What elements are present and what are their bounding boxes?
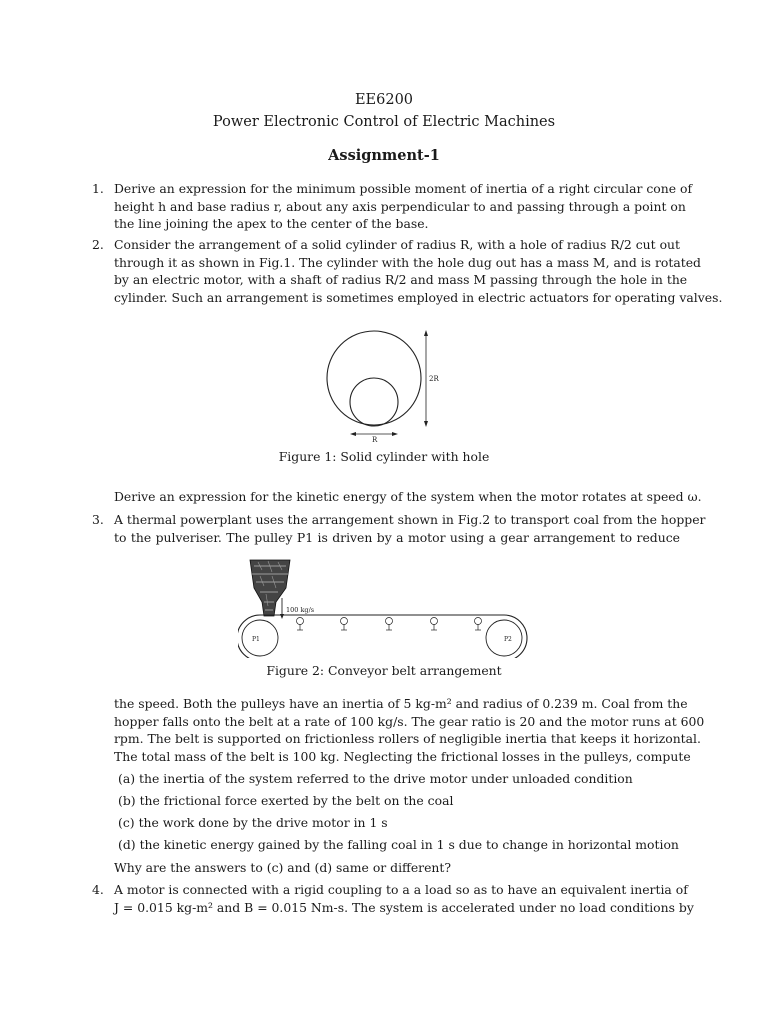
subpart-text: the frictional force exerted by the belt on the coal [139, 793, 454, 808]
figure-1-caption: Figure 1: Solid cylinder with hole [278, 449, 490, 464]
q2-line: through it as shown in Fig.1. The cylinder with the hole dug out has a mass M, and is rotated [114, 254, 701, 270]
pulley-p2-label: P2 [504, 636, 512, 643]
q2-followup [114, 488, 702, 506]
roller [297, 618, 304, 625]
q3-closing [114, 859, 680, 877]
q2-line: by an electric motor, with a shaft of radius R/2 and mass M passing through the hole in the [114, 272, 688, 287]
q4-line: A motor is connected with a rigid coupling to a a load so as to have an equivalent inertia of [114, 882, 688, 897]
q3-line: A thermal powerplant uses the arrangement shown in Fig.2 to transport coal from the hopper [114, 512, 706, 527]
q1-number: 1. [92, 181, 104, 196]
figure-2-caption: Figure 2: Conveyor belt arrangement [266, 663, 502, 678]
q2-line: cylinder. Such an arrangement is sometimes employed in electric actuators for operating valves. [114, 289, 723, 305]
q2-text [114, 236, 723, 306]
inner-hole-circle [350, 378, 398, 426]
course-code: EE6200 [354, 92, 414, 108]
q3-subpart-d [118, 836, 679, 854]
q3-line: rpm. The belt is supported on frictionless rollers of negligible inertia that keeps it horizontal. [114, 731, 701, 746]
subpart-text: the kinetic energy gained by the falling coal in 1 s due to change in horizontal motion [139, 837, 679, 852]
pulley-p1 [242, 620, 278, 656]
q1-text [114, 180, 693, 233]
dimension-r-arrow-left [350, 432, 356, 436]
q2-number: 2. [92, 237, 104, 252]
q3-line: The total mass of the belt is 100 kg. Neglecting the frictional losses in the pulleys, compute [114, 748, 691, 764]
subpart-label: (b) [118, 793, 136, 808]
q3-text-body [114, 695, 705, 765]
flow-rate-label: 100 kg/s [286, 606, 315, 614]
conveyor-belt [238, 615, 527, 658]
subpart-text: the inertia of the system referred to the drive motor under unloaded condition [139, 771, 633, 786]
label-2r: 2R [429, 375, 439, 383]
q2-line: Consider the arrangement of a solid cylinder of radius R, with a hole of radius R/2 cut out [114, 237, 680, 252]
q2-after-text: Derive an expression for the kinetic energy of the system when the motor rotates at speed ω. [114, 489, 702, 504]
q1-line: height h and base radius r, about any axis perpendicular to and passing through a point on [114, 198, 686, 214]
q3-line: to the pulveriser. The pulley P1 is driven by a motor using a gear arrangement to reduce [114, 529, 680, 545]
q3-subpart-c [118, 814, 388, 832]
q4-text [114, 881, 694, 916]
q3-line: the speed. Both the pulleys have an inertia of 5 kg-m² and radius of 0.239 m. Coal from the [114, 696, 688, 711]
q3-subpart-a [118, 770, 633, 788]
q3-line: hopper falls onto the belt at a rate of 100 kg/s. The gear ratio is 20 and the motor runs at 600 [114, 713, 705, 729]
q3-subpart-b [118, 792, 453, 810]
dimension-2r-arrow-bottom [424, 421, 428, 427]
q4-line: J = 0.015 kg-m² and B = 0.015 Nm-s. The system is accelerated under no load conditions by [114, 899, 694, 915]
q1-line: Derive an expression for the minimum possible moment of inertia of a right circular cone of [114, 181, 693, 196]
label-r: R [372, 436, 378, 444]
roller [475, 618, 482, 625]
dimension-2r-arrow-top [424, 330, 428, 336]
subpart-label: (d) [118, 837, 136, 852]
roller [431, 618, 438, 625]
roller [341, 618, 348, 625]
q3-number: 3. [92, 512, 104, 527]
figure-2-conveyor-diagram [238, 558, 530, 658]
q3-text-intro [114, 511, 706, 546]
pulley-p1-label: P1 [252, 636, 260, 643]
subpart-label: (c) [118, 815, 135, 830]
q3-closing-text: Why are the answers to (c) and (d) same or different? [114, 860, 452, 875]
dimension-r-arrow-right [392, 432, 398, 436]
figure-1-cylinder-diagram [316, 326, 446, 446]
subpart-text: the work done by the drive motor in 1 s [138, 815, 388, 830]
course-title: Power Electronic Control of Electric Machines [212, 114, 556, 130]
q4-number: 4. [92, 882, 104, 897]
belt-rollers [297, 618, 482, 631]
q1-line: the line joining the apex to the center of the base. [114, 216, 429, 231]
subpart-label: (a) [118, 771, 136, 786]
roller [386, 618, 393, 625]
coal-hopper [250, 560, 290, 616]
assignment-title: Assignment-1 [328, 147, 440, 164]
